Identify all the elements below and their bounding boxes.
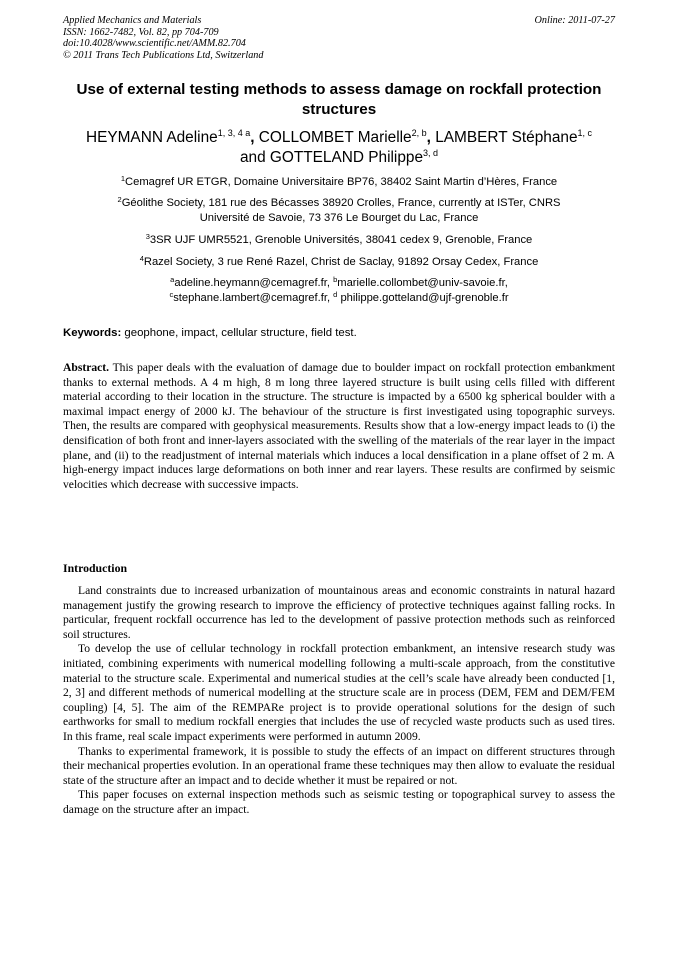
publication-header <box>63 15 615 61</box>
author-name: GOTTELAND Philippe <box>269 149 424 166</box>
keywords-text: geophone, impact, cellular structure, field test. <box>121 327 357 339</box>
email-text: philippe.gotteland@ujf-grenoble.fr <box>337 292 509 304</box>
keywords-line <box>63 326 615 341</box>
author-name: LAMBERT Stéphane <box>435 129 578 146</box>
affiliation-4 <box>63 255 615 270</box>
email-marker: a <box>170 275 175 284</box>
affiliation-marker: 4 <box>139 254 144 263</box>
author-line-1 <box>63 128 615 148</box>
email-text: marielle.collombet@univ-savoie.fr, <box>337 277 508 289</box>
author-name: COLLOMBET Marielle <box>258 129 412 146</box>
introduction-body <box>63 584 615 818</box>
affiliation-text: Cemagref UR ETGR, Domaine Universitaire BP76, 38402 Saint Martin d’Hères, France <box>125 176 558 188</box>
author-superscript: 3, d <box>423 148 439 158</box>
affiliation-text: Razel Society, 3 rue René Razel, Christ de Saclay, 91892 Orsay Cedex, France <box>143 256 539 268</box>
email-line-1 <box>63 276 615 291</box>
issn-line: ISSN: 1662-7482, Vol. 82, pp 704-709 <box>63 26 219 38</box>
affiliation-marker: 3 <box>145 232 150 241</box>
online-date: Online: 2011-07-27 <box>534 15 615 26</box>
section-heading-introduction: Introduction <box>63 561 128 575</box>
affiliation-3 <box>63 233 615 248</box>
author-list <box>63 128 615 168</box>
affiliation-text: 3SR UJF UMR5521, Grenoble Universités, 38041 cedex 9, Grenoble, France <box>149 234 533 246</box>
journal-name: Applied Mechanics and Materials <box>63 15 202 26</box>
author-superscript: 2, b <box>411 128 427 138</box>
author-separator: , <box>426 129 431 146</box>
author-superscript: 1, c <box>577 128 593 138</box>
intro-paragraph-4: This paper focuses on external inspection methods such as seismic testing or topographical survey to assess the damage on the structure after an impact. <box>63 788 615 816</box>
affiliation-marker: 1 <box>120 174 126 183</box>
author-separator: , <box>250 129 255 146</box>
affiliation-1 <box>63 175 615 190</box>
intro-paragraph-2: To develop the use of cellular technology in rockfall protection embankment, an intensive research study was initiated, combining experiments with numerical modelling following a multi-scale approach, from the constitutive material to the structure scale. Experimental and numerical studies at the cell’s scale have already been conducted [1, 2, 3] and different methods of numerical modelling at the structure scale are in process (DEM, FEM and DEM/FEM coupling) [4, 5]. The aim of the REMPARe project is to provide operational solutions for the design of such earthworks for small to medium rockfall energies that includes the use of recycled waste products such as used tires. In this frame, real scale impact experiments were performed in autumn 2009. <box>63 642 615 743</box>
author-line-2 <box>63 148 615 168</box>
author-conjunction: and <box>239 149 266 166</box>
affiliation-text: Géolithe Society, 181 rue des Bécasses 38920 Crolles, France, currently at ISTer, CNRS <box>121 197 561 209</box>
email-marker: d <box>333 290 338 299</box>
email-text: stephane.lambert@cemagref.fr, <box>173 292 334 304</box>
affiliation-list <box>63 175 615 306</box>
author-superscript: 1, 3, 4 a <box>217 128 251 138</box>
abstract-text: This paper deals with the evaluation of damage due to boulder impact on rockfall protection embankment thanks to external methods. A 4 m high, 8 m long three layered structure is built using cells filled with different material according to their location in the structure. The structure is impacted by a 6500 kg spherical boulder with a maximal impact energy of 2000 kJ. The behaviour of the structure is first investigated using topographic surveys. Then, the results are compared with geophysical measurements. Results show that a low-energy impact leads to (i) the densification of both front and inner-layers associated with the swelling of the materials of the rear layer in the impact plane, and (ii) to the readjustment of internal materials which induces a local densification in a plane offset of 2 m. A high-energy impact induces large deformations on both inner and rear layers. These results are confirmed by seismic velocities which decrease with successive impacts. <box>63 361 615 491</box>
email-line-2 <box>63 291 615 306</box>
abstract-paragraph <box>63 361 615 492</box>
intro-paragraph-1: Land constraints due to increased urbanization of mountainous areas and economic constraints in natural hazard management justify the growing research to improve the efficiency of protective techniques against falling rocks. In particular, frequent rockfall occurrence has led to the development of passive protection methods such as reinforced soil structures. <box>63 584 615 641</box>
affiliation-2-continued: Université de Savoie, 73 376 Le Bourget du Lac, France <box>199 212 479 224</box>
abstract <box>63 361 615 492</box>
email-text: adeline.heymann@cemagref.fr, <box>174 277 334 289</box>
copyright-line: © 2011 Trans Tech Publications Ltd, Switzerland <box>63 49 264 61</box>
doi-line: doi:10.4028/www.scientific.net/AMM.82.704 <box>63 38 246 50</box>
paper-title: Use of external testing methods to assess damage on rockfall protection structures <box>76 81 602 118</box>
author-name: HEYMANN Adeline <box>85 129 218 146</box>
abstract-label: Abstract. <box>63 361 110 374</box>
affiliation-2 <box>63 196 615 211</box>
keywords-label: Keywords: <box>63 327 122 339</box>
email-marker: c <box>169 290 174 299</box>
email-marker: b <box>333 275 338 284</box>
intro-paragraph-3: Thanks to experimental framework, it is possible to study the effects of an impact on different structures through their mechanical properties evolution. In an operational frame these techniques may then allow to evaluate the residual state of the structure after an impact and to decide whether it must be repaired or not. <box>63 744 615 787</box>
affiliation-marker: 2 <box>117 195 122 204</box>
